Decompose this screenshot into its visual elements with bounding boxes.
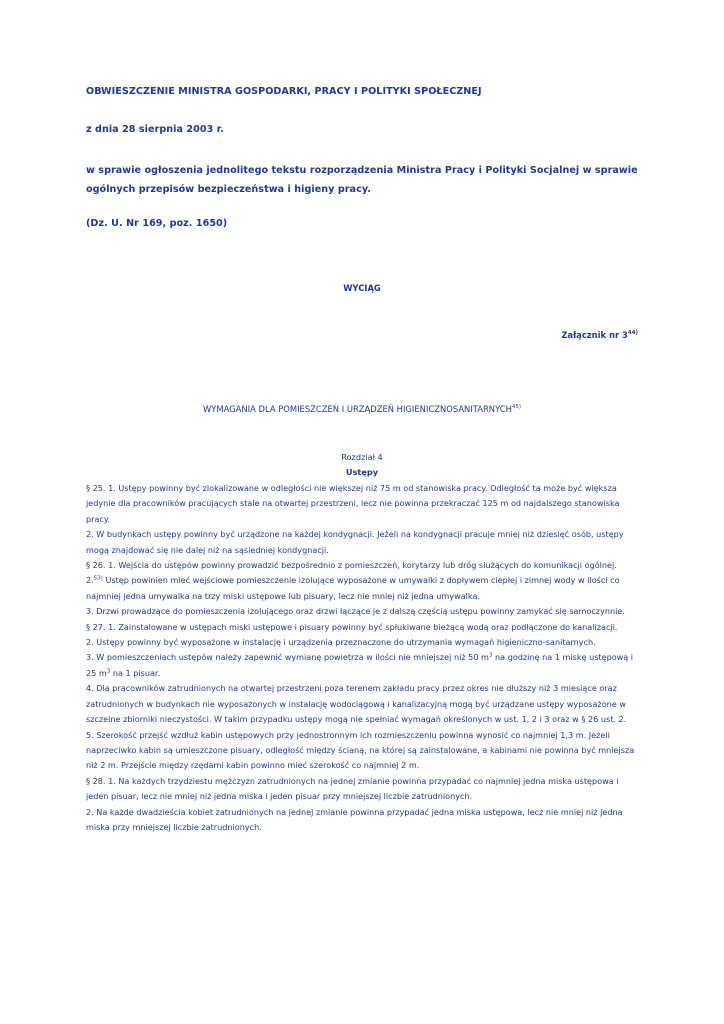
footnote-ref-53: 53)	[93, 575, 103, 582]
chapter-title: Ustępy	[345, 467, 379, 477]
document-subject: w sprawie ogłoszenia jednolitego tekstu rozporządzenia Ministra Pracy i Polityki Socjalnej w sprawie ogólnych przepisów bezpieczeństwa i higieny pracy.	[86, 165, 638, 195]
document-date: z dnia 28 sierpnia 2003 r.	[86, 124, 224, 135]
paragraph-27-3	[86, 650, 642, 681]
paragraph-28-1: § 28. 1. Na każdych trzydziestu mężczyzn zatrudnionych na jednej zmianie powinna przypadać co najmniej jedna miska ustępowa i jeden pisuar, lecz nie mniej niż jedna miska i jeden pisuar przy mniejszej liczbie zatrudnionych.	[86, 775, 619, 802]
chapter-number: Rozdział 4	[341, 452, 383, 462]
section-title	[0, 404, 724, 414]
paragraph-26-2-text: Ustęp powinien mieć wejściowe pomieszczenie izolujące wyposażone w umywalki z dopływem ciepłej i zimnej wody w ilości co najmniej jedna umywalka na trzy miski ustępowe lub pisuary, lecz nie mniej niż jedna umywalka.	[86, 575, 620, 601]
paragraph-27-3-c: na 1 pisuar.	[110, 667, 161, 678]
paragraph-27-3-b: na godzinę na 1 miskę ustępową i 25 m	[86, 652, 634, 678]
document-body	[86, 481, 642, 835]
superscript-cubic-1: 3	[488, 652, 493, 659]
annex-label	[561, 330, 638, 340]
paragraph-27-5: 5. Szerokość przejść wzdłuż kabin ustępowych przy jednostronnym ich rozmieszczeniu powinna wynosić co najmniej 1,3 m. Jeżeli naprzeciwko kabin są umieszczone pisuary, odległość między ścianą, na której są zainstalowane, a kabinami nie powinna być mniejsza niż 2 m. Przejście między rzędami kabin powinno mieć szerokość co najmniej 2 m.	[86, 729, 635, 771]
paragraph-27-2: 2. Ustępy powinny być wyposażone w instalację i urządzenia przeznaczone do utrzymania wymagań higieniczno-sanitarnych.	[86, 637, 596, 648]
annex-label-text: Załącznik nr 3	[561, 330, 628, 340]
section-footnote-ref: 45)	[511, 404, 522, 411]
paragraph-25-2: 2. W budynkach ustępy powinny być urządzone na każdej kondygnacji. Jeżeli na kondygnacji pracuje mniej niż dziesięć osób, ustępy mogą znajdować się nie dalej niż na sąsiedniej kondygnacji.	[86, 529, 624, 555]
paragraph-27-4: 4. Dla pracowników zatrudnionych na otwartej przestrzeni poza terenem zakładu pracy przez okres nie dłuższy niż 3 miesiące oraz zatrudnionych w budynkach nie wyposażonych w instalację wodociągową i kanalizacyjną mogą być urządzane ustępy wyposażone w szczelne zbiorniki nieczystości. W takim przypadku ustępy mogą nie spełniać wymagań określonych w ust. 1, 2 i 3 oraz w § 26 ust. 2.	[86, 683, 627, 725]
paragraph-28-2: 2. Na każde dwadzieścia kobiet zatrudnionych na jednej zmianie powinna przypadać jedna miska ustępowa, lecz nie mniej niż jedna miska przy mniejszej liczbie zatrudnionych.	[86, 806, 623, 832]
paragraph-26-2-prefix: 2.	[86, 575, 94, 586]
paragraph-26-3: 3. Drzwi prowadzące do pomieszczenia izolującego oraz drzwi łączące je z dalszą częścią ustępu powinny zamykać się samoczynnie.	[86, 606, 625, 617]
document-title: OBWIESZCZENIE MINISTRA GOSPODARKI, PRACY I POLITYKI SPOŁECZNEJ	[86, 86, 482, 97]
annex-footnote-ref: 44)	[627, 330, 638, 337]
paragraph-27-3-a: 3. W pomieszczeniach ustępów należy zapewnić wymianę powietrza w ilości nie mniejszej niż 50 m	[86, 652, 489, 663]
section-title-text: WYMAGANIA DLA POMIESZCZEŃ I URZĄDZEŃ HIGIENICZNOSANITARNYCH	[202, 404, 512, 414]
superscript-cubic-2: 3	[106, 668, 111, 675]
paragraph-27-1: § 27. 1. Zainstalowane w ustępach miski ustępowe i pisuary powinny być spłukiwane bieżącą wodą oraz podłączone do kanalizacji.	[86, 621, 618, 632]
journal-reference: (Dz. U. Nr 169, poz. 1650)	[86, 218, 228, 229]
paragraph-25-1: § 25. 1. Ustępy powinny być zlokalizowane w odległości nie większej niż 75 m od stanowiska pracy. Odległość ta może być większa jedynie dla pracowników pracujących stale na otwartej przestrzeni, lecz nie powinna przekraczać 125 m od najdalszego stanowiska pracy.	[86, 483, 620, 524]
excerpt-label: WYCIĄG	[343, 283, 381, 293]
paragraph-26-2	[86, 573, 642, 604]
paragraph-26-1: § 26. 1. Wejścia do ustępów powinny prowadzić bezpośrednio z pomieszczeń, korytarzy lub dróg służących do komunikacji ogólnej.	[86, 560, 617, 571]
